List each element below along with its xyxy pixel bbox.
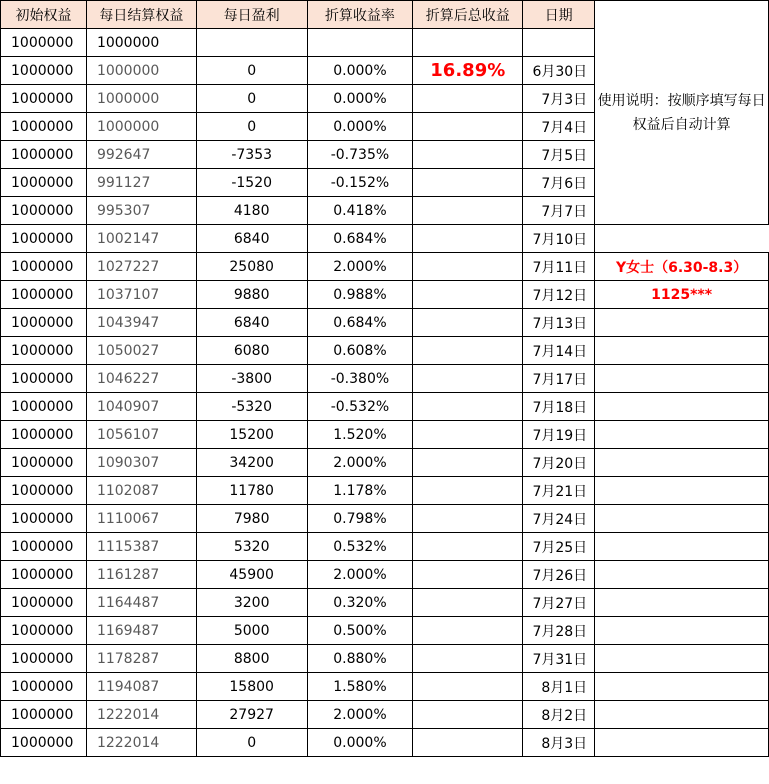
cell-date[interactable]: 7月7日: [523, 197, 595, 225]
cell-date[interactable]: 6月30日: [523, 57, 595, 85]
cell-date[interactable]: 7月3日: [523, 85, 595, 113]
cell-daily-equity[interactable]: 1027227: [86, 253, 196, 281]
cell-total-return[interactable]: [413, 673, 523, 701]
table-row: [1, 477, 769, 505]
cell-return-rate[interactable]: 2.000%: [307, 449, 413, 477]
cell-total-return[interactable]: [413, 57, 523, 85]
cell-daily-equity[interactable]: 1040907: [86, 393, 196, 421]
cell-total-return[interactable]: [413, 617, 523, 645]
cell-return-rate[interactable]: 0.684%: [307, 225, 413, 253]
cell-return-rate[interactable]: -0.532%: [307, 393, 413, 421]
cell-initial-equity[interactable]: 1000000: [1, 533, 87, 561]
side-cell[interactable]: [595, 337, 769, 365]
cell-daily-profit[interactable]: 7980: [196, 505, 307, 533]
cell-date[interactable]: 7月26日: [523, 561, 595, 589]
cell-daily-equity[interactable]: 1161287: [86, 561, 196, 589]
cell-daily-profit[interactable]: 3200: [196, 589, 307, 617]
cell-daily-profit[interactable]: 0: [196, 729, 307, 757]
cell-initial-equity[interactable]: 1000000: [1, 141, 87, 169]
cell-return-rate[interactable]: 0.418%: [307, 197, 413, 225]
cell-daily-equity[interactable]: 1000000: [86, 85, 196, 113]
cell-total-return[interactable]: [413, 421, 523, 449]
cell-initial-equity[interactable]: 1000000: [1, 393, 87, 421]
cell-total-return[interactable]: [413, 561, 523, 589]
table-row: [1, 617, 769, 645]
cell-date[interactable]: 7月4日: [523, 113, 595, 141]
cell-date[interactable]: 7月11日: [523, 253, 595, 281]
cell-return-rate[interactable]: 0.532%: [307, 533, 413, 561]
header-row: [1, 1, 769, 29]
cell-return-rate[interactable]: 0.684%: [307, 309, 413, 337]
cell-return-rate[interactable]: 0.000%: [307, 113, 413, 141]
cell-total-return[interactable]: [413, 29, 523, 57]
cell-date[interactable]: 7月18日: [523, 393, 595, 421]
cell-daily-profit[interactable]: 27927: [196, 701, 307, 729]
cell-daily-profit[interactable]: 6840: [196, 225, 307, 253]
cell-return-rate[interactable]: 0.320%: [307, 589, 413, 617]
cell-return-rate[interactable]: -0.152%: [307, 169, 413, 197]
cell-daily-profit[interactable]: 9880: [196, 281, 307, 309]
cell-daily-equity[interactable]: 1222014: [86, 729, 196, 757]
usage-note[interactable]: 使用说明：按顺序填写每日权益后自动计算: [595, 1, 769, 225]
cell-initial-equity[interactable]: 1000000: [1, 561, 87, 589]
cell-total-return[interactable]: [413, 645, 523, 673]
cell-initial-equity[interactable]: 1000000: [1, 449, 87, 477]
cell-daily-profit[interactable]: 0: [196, 85, 307, 113]
table-row: [1, 225, 769, 253]
cell-initial-equity[interactable]: 1000000: [1, 169, 87, 197]
cell-initial-equity[interactable]: 1000000: [1, 29, 87, 57]
client-name[interactable]: Y女士（6.30-8.3）: [595, 253, 769, 281]
cell-daily-equity[interactable]: 1037107: [86, 281, 196, 309]
side-cell[interactable]: [595, 673, 769, 701]
cell-daily-profit[interactable]: 11780: [196, 477, 307, 505]
side-cell[interactable]: [595, 449, 769, 477]
cell-total-return[interactable]: [413, 477, 523, 505]
cell-total-return[interactable]: [413, 701, 523, 729]
cell-return-rate[interactable]: 0.798%: [307, 505, 413, 533]
cell-date[interactable]: 7月27日: [523, 589, 595, 617]
cell-daily-profit[interactable]: -7353: [196, 141, 307, 169]
cell-daily-equity[interactable]: 1222014: [86, 701, 196, 729]
table-row: [1, 645, 769, 673]
cell-total-return[interactable]: [413, 365, 523, 393]
cell-daily-profit[interactable]: 6840: [196, 309, 307, 337]
cell-daily-profit[interactable]: -5320: [196, 393, 307, 421]
header-date[interactable]: 日期: [523, 1, 595, 29]
cell-daily-profit[interactable]: 5000: [196, 617, 307, 645]
side-cell[interactable]: [595, 477, 769, 505]
header-total-return[interactable]: 折算后总收益: [413, 1, 523, 29]
cell-total-return[interactable]: [413, 113, 523, 141]
cell-initial-equity[interactable]: 1000000: [1, 337, 87, 365]
cell-daily-equity[interactable]: 1046227: [86, 365, 196, 393]
cell-daily-profit[interactable]: 15200: [196, 421, 307, 449]
side-cell[interactable]: [595, 505, 769, 533]
cell-date[interactable]: 7月19日: [523, 421, 595, 449]
cell-total-return[interactable]: [413, 309, 523, 337]
table-row: [1, 701, 769, 729]
cell-date[interactable]: 8月1日: [523, 673, 595, 701]
cell-daily-equity[interactable]: 1115387: [86, 533, 196, 561]
cell-daily-equity[interactable]: 1110067: [86, 505, 196, 533]
side-cell[interactable]: [595, 701, 769, 729]
header-initial-equity[interactable]: 初始权益: [1, 1, 87, 29]
cell-total-return[interactable]: [413, 393, 523, 421]
cell-daily-equity[interactable]: 1178287: [86, 645, 196, 673]
cell-daily-equity[interactable]: 1050027: [86, 337, 196, 365]
side-cell[interactable]: [595, 561, 769, 589]
cell-return-rate[interactable]: 1.178%: [307, 477, 413, 505]
cell-date[interactable]: 7月21日: [523, 477, 595, 505]
cell-daily-profit[interactable]: 4180: [196, 197, 307, 225]
cell-daily-equity[interactable]: 1090307: [86, 449, 196, 477]
cell-daily-equity[interactable]: 1002147: [86, 225, 196, 253]
cell-daily-profit[interactable]: -1520: [196, 169, 307, 197]
cell-date[interactable]: 7月10日: [523, 225, 595, 253]
cell-total-return[interactable]: [413, 253, 523, 281]
table-row: [1, 365, 769, 393]
cell-return-rate[interactable]: 0.988%: [307, 281, 413, 309]
cell-daily-equity[interactable]: 1164487: [86, 589, 196, 617]
header-daily-profit[interactable]: 每日盈利: [196, 1, 307, 29]
cell-daily-equity[interactable]: 1102087: [86, 477, 196, 505]
cell-date[interactable]: 7月12日: [523, 281, 595, 309]
cell-initial-equity[interactable]: 1000000: [1, 309, 87, 337]
client-id[interactable]: 1125***: [595, 281, 769, 309]
table-row: [1, 393, 769, 421]
cell-initial-equity[interactable]: 1000000: [1, 617, 87, 645]
side-cell[interactable]: [595, 393, 769, 421]
cell-daily-equity[interactable]: 1000000: [86, 57, 196, 85]
cell-daily-equity[interactable]: 1000000: [86, 29, 196, 57]
cell-return-rate[interactable]: -0.735%: [307, 141, 413, 169]
cell-date[interactable]: 7月31日: [523, 645, 595, 673]
cell-initial-equity[interactable]: 1000000: [1, 421, 87, 449]
side-cell[interactable]: [595, 729, 769, 757]
cell-initial-equity[interactable]: 1000000: [1, 113, 87, 141]
cell-total-return[interactable]: [413, 225, 523, 253]
cell-initial-equity[interactable]: 1000000: [1, 701, 87, 729]
cell-daily-profit[interactable]: 25080: [196, 253, 307, 281]
cell-daily-equity[interactable]: 1000000: [86, 113, 196, 141]
cell-return-rate[interactable]: [307, 29, 413, 57]
cell-daily-equity[interactable]: 1194087: [86, 673, 196, 701]
cell-initial-equity[interactable]: 1000000: [1, 57, 87, 85]
cell-total-return[interactable]: [413, 197, 523, 225]
cell-daily-profit[interactable]: 5320: [196, 533, 307, 561]
cell-return-rate[interactable]: 0.500%: [307, 617, 413, 645]
cell-return-rate[interactable]: 0.000%: [307, 57, 413, 85]
cell-daily-profit[interactable]: 34200: [196, 449, 307, 477]
total-return-value: 16.89%: [430, 60, 506, 81]
cell-return-rate[interactable]: 1.520%: [307, 421, 413, 449]
cell-date[interactable]: 7月6日: [523, 169, 595, 197]
header-return-rate[interactable]: 折算收益率: [307, 1, 413, 29]
cell-date[interactable]: 7月17日: [523, 365, 595, 393]
cell-total-return[interactable]: [413, 505, 523, 533]
table-row: [1, 505, 769, 533]
table-row: [1, 449, 769, 477]
cell-daily-profit[interactable]: [196, 29, 307, 57]
cell-return-rate[interactable]: 0.000%: [307, 729, 413, 757]
table-row: [1, 561, 769, 589]
cell-initial-equity[interactable]: 1000000: [1, 477, 87, 505]
cell-date[interactable]: 7月20日: [523, 449, 595, 477]
table-row: [1, 589, 769, 617]
cell-initial-equity[interactable]: 1000000: [1, 729, 87, 757]
cell-total-return[interactable]: [413, 337, 523, 365]
cell-daily-profit[interactable]: -3800: [196, 365, 307, 393]
cell-total-return[interactable]: [413, 589, 523, 617]
cell-daily-profit[interactable]: 6080: [196, 337, 307, 365]
cell-date[interactable]: 7月5日: [523, 141, 595, 169]
table-row: [1, 253, 769, 281]
cell-date[interactable]: 8月3日: [523, 729, 595, 757]
cell-return-rate[interactable]: 0.000%: [307, 85, 413, 113]
cell-daily-profit[interactable]: 8800: [196, 645, 307, 673]
side-cell[interactable]: [595, 365, 769, 393]
cell-daily-profit[interactable]: 45900: [196, 561, 307, 589]
cell-initial-equity[interactable]: 1000000: [1, 505, 87, 533]
cell-return-rate[interactable]: 2.000%: [307, 701, 413, 729]
cell-daily-equity[interactable]: 1043947: [86, 309, 196, 337]
table-row: [1, 309, 769, 337]
cell-total-return[interactable]: [413, 533, 523, 561]
cell-initial-equity[interactable]: 1000000: [1, 281, 87, 309]
cell-date[interactable]: [523, 29, 595, 57]
cell-initial-equity[interactable]: 1000000: [1, 645, 87, 673]
cell-initial-equity[interactable]: 1000000: [1, 589, 87, 617]
table-row: [1, 729, 769, 757]
cell-date[interactable]: 8月2日: [523, 701, 595, 729]
table-row: [1, 421, 769, 449]
cell-return-rate[interactable]: 0.880%: [307, 645, 413, 673]
cell-daily-equity[interactable]: 1169487: [86, 617, 196, 645]
cell-initial-equity[interactable]: 1000000: [1, 365, 87, 393]
cell-total-return[interactable]: [413, 281, 523, 309]
cell-initial-equity[interactable]: 1000000: [1, 85, 87, 113]
cell-total-return[interactable]: [413, 169, 523, 197]
cell-date[interactable]: 7月14日: [523, 337, 595, 365]
side-cell[interactable]: [595, 589, 769, 617]
cell-initial-equity[interactable]: 1000000: [1, 673, 87, 701]
cell-daily-profit[interactable]: 15800: [196, 673, 307, 701]
cell-daily-equity[interactable]: 1056107: [86, 421, 196, 449]
header-daily-equity[interactable]: 每日结算权益: [86, 1, 196, 29]
cell-date[interactable]: 7月13日: [523, 309, 595, 337]
cell-total-return[interactable]: [413, 85, 523, 113]
cell-initial-equity[interactable]: 1000000: [1, 225, 87, 253]
cell-total-return[interactable]: [413, 729, 523, 757]
cell-daily-profit[interactable]: 0: [196, 113, 307, 141]
cell-daily-profit[interactable]: 0: [196, 57, 307, 85]
side-cell[interactable]: [595, 309, 769, 337]
table-row: [1, 337, 769, 365]
cell-total-return[interactable]: [413, 141, 523, 169]
cell-date[interactable]: 7月24日: [523, 505, 595, 533]
cell-return-rate[interactable]: 0.608%: [307, 337, 413, 365]
side-cell[interactable]: [595, 617, 769, 645]
side-cell[interactable]: [595, 533, 769, 561]
side-cell[interactable]: [595, 421, 769, 449]
cell-return-rate[interactable]: 1.580%: [307, 673, 413, 701]
cell-total-return[interactable]: [413, 449, 523, 477]
cell-daily-equity[interactable]: 991127: [86, 169, 196, 197]
cell-date[interactable]: 7月28日: [523, 617, 595, 645]
table-row: [1, 533, 769, 561]
side-cell[interactable]: [595, 645, 769, 673]
cell-initial-equity[interactable]: 1000000: [1, 197, 87, 225]
cell-initial-equity[interactable]: 1000000: [1, 253, 87, 281]
cell-daily-equity[interactable]: 992647: [86, 141, 196, 169]
cell-return-rate[interactable]: 2.000%: [307, 561, 413, 589]
table-row: [1, 281, 769, 309]
cell-date[interactable]: 7月25日: [523, 533, 595, 561]
cell-return-rate[interactable]: -0.380%: [307, 365, 413, 393]
cell-daily-equity[interactable]: 995307: [86, 197, 196, 225]
table-row: [1, 673, 769, 701]
cell-return-rate[interactable]: 2.000%: [307, 253, 413, 281]
